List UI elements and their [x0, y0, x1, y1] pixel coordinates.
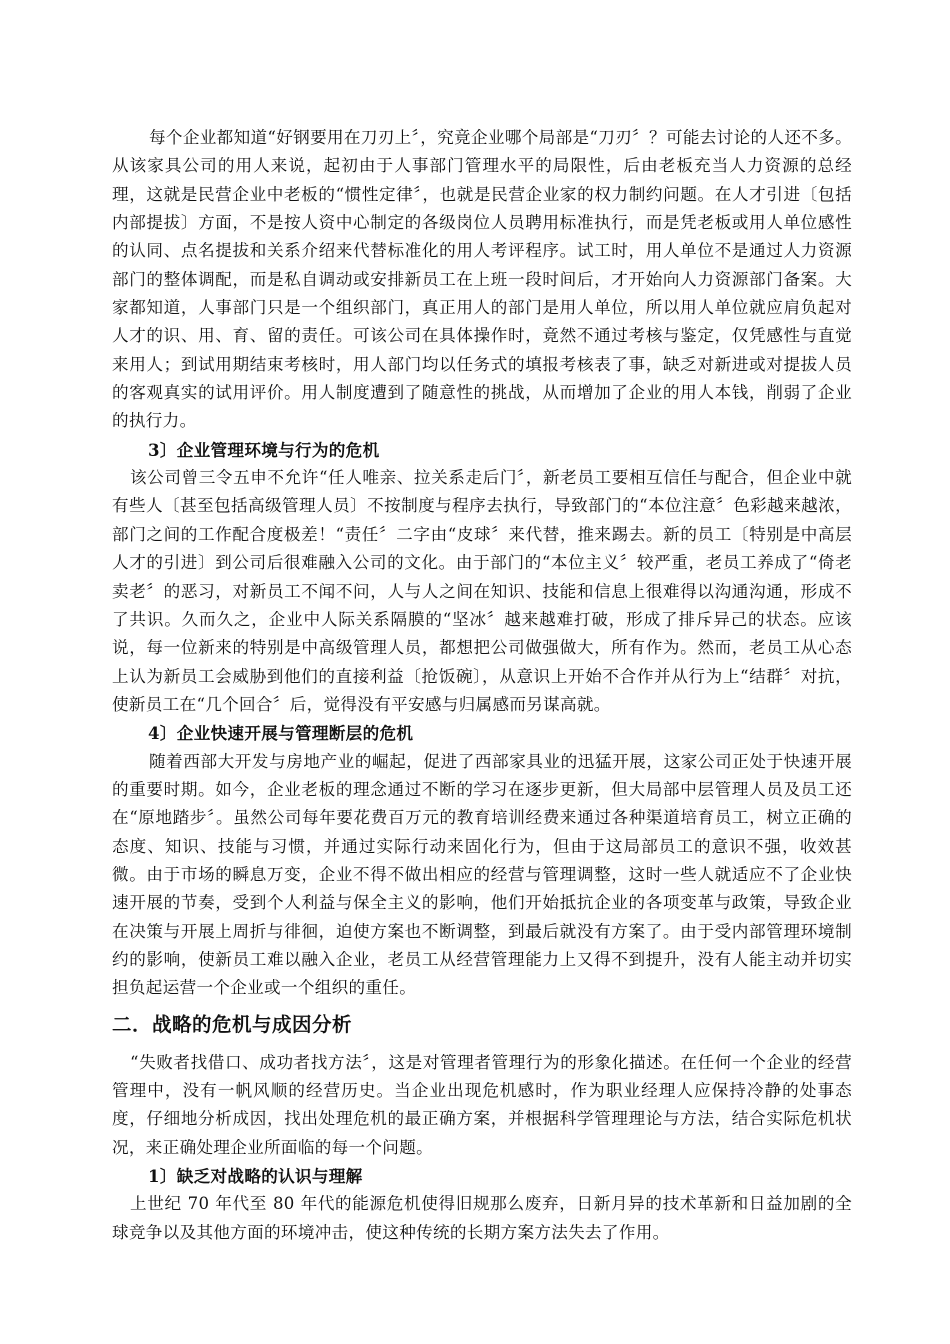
section-title-strategy-crisis: 二．战略的危机与成因分析: [112, 1012, 353, 1036]
paragraph-employment-system: 每个企业都知道“好钢要用在刀刃上〞，究竟企业哪个局部是“刀刃〞？可能去讨论的人还不多。从该家具公司的用人来说，起初由于人事部门管理水平的局限性，后由老板充当人力资源的总经理，这就是民营企业中老板的“惯性定律〞，也就是民营企业家的权力制约问题。在人才引进〔包括内部提拔〕方面，不是按人资中心制定的各级岗位人员聘用标准执行，而是凭老板或用人单位感性的认同、点名提拔和关系介绍来代替标准化的用人考评程序。试工时，用人单位不是通过人力资源部门的整体调配，而是私自调动或安排新员工在上班一段时间后，才开始向人力资源部门备案。大家都知道，人事部门只是一个组织部门，真正用人的部门是用人单位，所以用人单位就应肩负起对人才的识、用、育、留的责任。可该公司在具体操作时，竟然不通过考核与鉴定，仅凭感性与直觉来用人；到试用期结束考核时，用人部门均以任务式的填报考核表了事，缺乏对新进或对提拔人员的客观真实的试用评价。用人制度遭到了随意性的挑战，从而增加了企业的用人本钱，削弱了企业的执行力。: [112, 128, 852, 431]
paragraph-strategy-understanding: 上世纪 70 年代至 80 年代的能源危机使得旧规那么废弃，日新月异的技术革新和日益加剧的全球竞争以及其他方面的环境冲击，使这种传统的长期方案方法失去了作用。: [112, 1194, 852, 1242]
subheading-strategy-understanding: 1〕缺乏对战略的认识与理解: [148, 1166, 363, 1187]
paragraph-strategy-intro: “失败者找借口、成功者找方法〞，这是对管理者管理行为的形象化描述。在任何一个企业的经营管理中，没有一帆风顺的经营历史。当企业出现危机感时，作为职业经理人应保持冷静的处事态度，仔细地分析成因，找出处理危机的最正确方案，并根据科学管理理论与方法，结合实际危机状况，来正确处理企业所面临的每一个问题。: [112, 1052, 852, 1157]
paragraph-rapid-development: 随着西部大开发与房地产业的崛起，促进了西部家具业的迅猛开展，这家公司正处于快速开展的重要时期。如今，企业老板的理念通过不断的学习在逐步更新，但大局部中层管理人员及员工还在“原地踏步〞。虽然公司每年要花费百万元的教育培训经费来通过各种渠道培育员工，树立正确的态度、知识、技能与习惯，并通过实际行动来固化行为，但由于这局部员工的意识不强，收效甚微。由于市场的瞬息万变，企业不得不做出相应的经营与管理调整，这时一些人就适应不了企业快速开展的节奏，受到个人利益与保全主义的影响，他们开始抵抗企业的各项变革与政策，导致企业在决策与开展上周折与徘徊，迫使方案也不断调整，到最后就没有方案了。由于受内部管理环境制约的影响，使新员工难以融入企业，老员工从经营管理能力上又得不到提升，没有人能主动并切实担负起运营一个企业或一个组织的重任。: [112, 751, 852, 998]
paragraph-management-environment: 该公司曾三令五申不允许“任人唯亲、拉关系走后门〞，新老员工要相互信任与配合，但企业中就有些人〔甚至包括高级管理人员〕不按制度与程序去执行，导致部门的“本位注意〞色彩越来越浓，部门之间的工作配合度极差！“责任〞二字由“皮球〞来代替，推来踢去。新的员工〔特别是中高层人才的引进〕到公司后很难融入公司的文化。由于部门的“本位主义〞较严重，老员工养成了“倚老卖老〞的恶习，对新员工不闻不问，人与人之间在知识、技能和信息上很难得以沟通沟通，形成不了共识。久而久之，企业中人际关系隔膜的“坚冰〞越来越难打破，形成了排斥异己的状态。应该说，每一位新来的特别是中高级管理人员，都想把公司做强做大，所有作为。然而，老员工从心态上认为新员工会威胁到他们的直接利益〔抢饭碗〕，从意识上开始不合作并从行为上“结群〞对抗，使新员工在“几个回合〞后，觉得没有平安感与归属感而另谋高就。: [112, 468, 852, 714]
document-page: [112, 124, 852, 1247]
subheading-rapid-development: 4〕企业快速开展与管理断层的危机: [148, 723, 414, 744]
subheading-management-environment: 3〕企业管理环境与行为的危机: [148, 439, 380, 460]
